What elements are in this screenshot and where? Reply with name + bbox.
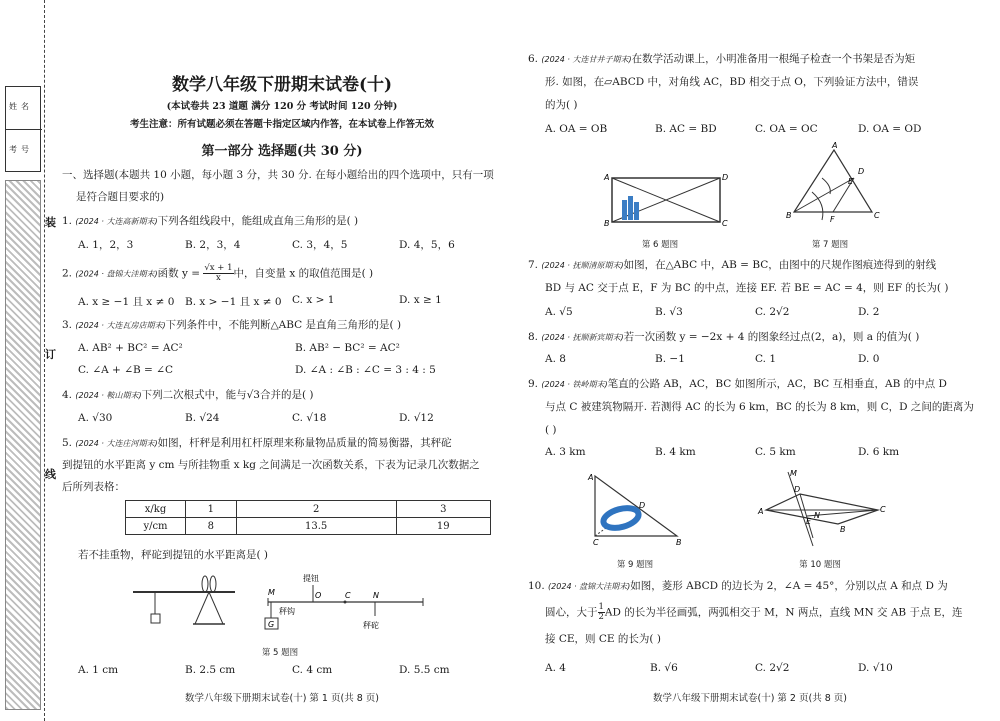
- svg-text:A: A: [832, 141, 838, 150]
- hook-label: 秤钩: [279, 607, 295, 616]
- svg-text:C: C: [593, 538, 599, 547]
- q8-stem: 若一次函数 y = −2x + 4 的图象经过点(2，a)，则 a 的值为( ): [623, 331, 920, 343]
- point-G-label: G: [268, 620, 275, 629]
- binding-mark-xian: 线: [45, 468, 56, 481]
- point-N-label: N: [373, 591, 379, 600]
- binding-mark-zhuang: 装: [45, 216, 56, 229]
- q10-source: (2024 · 盘锦大洼期末): [548, 582, 631, 591]
- table-cell: 19: [396, 518, 490, 535]
- q10-figure-caption: 第 10 题图: [799, 560, 841, 570]
- svg-text:D: D: [794, 485, 801, 494]
- binding-mark-ding: 订: [45, 348, 56, 361]
- q4-option-c[interactable]: C. √18: [292, 412, 327, 424]
- q10-line2b: AD 的长为半径画弧，两弧相交于 M，N 两点，直线 MN 交 AB 于点 E，连: [604, 606, 963, 619]
- question-6: [528, 52, 915, 67]
- section-intro-line1: 一、选择题(本题共 10 小题，每小题 3 分，共 30 分. 在每小题给出的四个选项中，只有一项: [62, 169, 494, 181]
- q7-line1: 如图，在△ABC 中，AB = BC，由图中的尺规作图痕迹得到的射线: [623, 259, 937, 271]
- svg-text:A: A: [758, 507, 764, 516]
- q3-option-c[interactable]: C. ∠A + ∠B = ∠C: [78, 364, 174, 376]
- binding-strip: [0, 0, 46, 721]
- svg-text:E: E: [848, 177, 854, 186]
- q10-frac-numerator: 1: [598, 602, 604, 612]
- exam-number-label: 考号: [9, 145, 33, 154]
- question-4: [62, 388, 314, 403]
- exam-number-cell: [6, 130, 42, 173]
- part-heading: 第一部分 选择题(共 30 分): [201, 144, 363, 159]
- q8-option-c[interactable]: C. 1: [755, 353, 777, 365]
- q10-line2: [545, 603, 962, 622]
- q7-option-a[interactable]: A. √5: [545, 306, 573, 318]
- question-10: [528, 579, 948, 594]
- q9-line3: ( ): [545, 424, 557, 436]
- q9-option-c[interactable]: C. 5 km: [755, 446, 796, 458]
- q5-ask: 若不挂重物，秤砣到提钮的水平距离是( ): [78, 549, 269, 561]
- q10-option-b[interactable]: B. √6: [650, 662, 678, 674]
- q4-num: 4.: [62, 389, 73, 401]
- q8-option-d[interactable]: D. 0: [858, 353, 880, 365]
- q2-num: 2.: [62, 267, 73, 280]
- svg-text:N: N: [814, 511, 820, 520]
- question-7: [528, 258, 936, 273]
- question-3: [62, 318, 401, 333]
- svg-text:D: D: [858, 167, 865, 176]
- svg-text:M: M: [790, 469, 797, 478]
- q5-option-c[interactable]: C. 4 cm: [292, 664, 333, 676]
- table-cell: 2: [236, 501, 396, 518]
- q6-option-b[interactable]: B. AC = BD: [655, 123, 717, 135]
- exam-notice: 考生注意：所有试题必须在答题卡指定区域内作答，在本试卷上作答无效: [129, 119, 434, 130]
- q2-stem-a: 函数 y =: [157, 267, 204, 280]
- q2-option-d[interactable]: D. x ≥ 1: [399, 294, 442, 306]
- q6-num: 6.: [528, 53, 539, 65]
- steelyard-handle-label: 提钮: [303, 574, 319, 583]
- q2-option-b[interactable]: B. x > −1 且 x ≠ 0: [185, 296, 282, 308]
- table-row: [126, 501, 491, 518]
- q10-option-a[interactable]: A. 4: [545, 662, 566, 674]
- q7-option-d[interactable]: D. 2: [858, 306, 880, 318]
- q8-source: (2024 · 抚顺新宾期末): [541, 333, 624, 342]
- q4-option-b[interactable]: B. √24: [185, 412, 220, 424]
- q7-figure-caption: 第 7 题图: [811, 240, 849, 250]
- q5-line3: 后所列表格：: [62, 481, 125, 493]
- name-label: 姓名: [9, 102, 33, 111]
- q9-option-b[interactable]: B. 4 km: [655, 446, 696, 458]
- q8-num: 8.: [528, 331, 539, 343]
- table-cell: 3: [396, 501, 490, 518]
- q9-num: 9.: [528, 378, 539, 390]
- section-intro-line2: 是符合题目要求的): [76, 191, 165, 203]
- q6-figure: [600, 170, 730, 232]
- q2-source: (2024 · 盘锦大洼期末): [75, 269, 158, 279]
- name-cell: [6, 87, 42, 130]
- table-cell: 1: [186, 501, 237, 518]
- counterweight-label: 秤砣: [363, 621, 379, 630]
- q3-stem: 下列条件中，不能判断△ABC 是直角三角形的是( ): [165, 319, 402, 331]
- svg-text:D: D: [639, 501, 646, 510]
- question-2: [62, 264, 373, 283]
- q4-stem: 下列二次根式中，能与√3合并的是( ): [141, 389, 314, 401]
- svg-text:E: E: [806, 517, 812, 526]
- table-cell: 13.5: [236, 518, 396, 535]
- q7-line2: BD 与 AC 交于点 E，F 为 BC 的中点，连接 EF. 若 BE = AC = 4，则 EF 的长为( ): [545, 282, 949, 294]
- q3-num: 3.: [62, 319, 73, 331]
- q3-option-a[interactable]: A. AB² + BC² = AC²: [78, 342, 183, 354]
- q6-line2: 形. 如图，在▱ABCD 中，对角线 AC，BD 相交于点 O，下列验证方法中，错误: [545, 76, 919, 88]
- q7-option-c[interactable]: C. 2√2: [755, 306, 790, 318]
- q6-source: (2024 · 大连甘井子期末): [541, 55, 632, 64]
- question-8: [528, 330, 919, 345]
- svg-text:A: A: [604, 173, 610, 182]
- q9-figure-caption: 第 9 题图: [616, 560, 654, 570]
- q5-line1: 如图，杆秤是利用杠杆原理来称量物品质量的简易衡器，其秤砣: [157, 437, 452, 449]
- q8-option-a[interactable]: A. 8: [545, 353, 566, 365]
- q3-option-b[interactable]: B. AB² − BC² = AC²: [295, 342, 400, 354]
- svg-text:C: C: [722, 219, 728, 228]
- q7-source: (2024 · 抚顺清原期末): [541, 261, 624, 270]
- q10-line2a: 圆心，大于: [545, 606, 598, 619]
- q6-option-c[interactable]: C. OA = OC: [755, 123, 818, 135]
- q1-num: 1.: [62, 215, 73, 227]
- q5-source: (2024 · 大连庄河期末): [75, 439, 158, 448]
- footer-right: 数学八年级下册期末试卷(十) 第 2 页(共 8 页): [652, 693, 847, 704]
- footer-left: 数学八年级下册期末试卷(十) 第 1 页(共 8 页): [184, 693, 379, 704]
- q7-figure: [782, 142, 882, 232]
- svg-text:B: B: [840, 525, 846, 534]
- svg-text:D: D: [722, 173, 729, 182]
- svg-text:A: A: [588, 473, 594, 482]
- balance-scale-image: [133, 576, 235, 624]
- q6-line3: 的为( ): [545, 99, 578, 111]
- q6-option-a[interactable]: A. OA = OB: [545, 123, 608, 135]
- binding-hatch-pattern: [5, 180, 41, 710]
- q1-option-a[interactable]: A. 1，2，3: [78, 239, 134, 251]
- q10-line3: 接 CE，则 CE 的长为( ): [545, 633, 661, 645]
- q10-option-c[interactable]: C. 2√2: [755, 662, 790, 674]
- page-title: 数学八年级下册期末试卷(十): [171, 75, 393, 95]
- point-C-label: C: [345, 591, 351, 600]
- q10-figure: [758, 466, 886, 554]
- point-O-label: O: [315, 591, 322, 600]
- q5-data-table: [125, 500, 491, 535]
- q5-num: 5.: [62, 437, 73, 449]
- q3-option-d[interactable]: D. ∠A : ∠B : ∠C = 3 : 4 : 5: [295, 364, 436, 376]
- q3-source: (2024 · 大连瓦房店期末): [75, 321, 166, 330]
- q2-option-a[interactable]: A. x ≥ −1 且 x ≠ 0: [78, 296, 175, 308]
- q10-option-d[interactable]: D. √10: [858, 662, 893, 674]
- q1-option-c[interactable]: C. 3，4，5: [292, 239, 348, 251]
- q10-line1: 如图，菱形 ABCD 的边长为 2，∠A = 45°，分别以点 A 和点 D 为: [630, 580, 948, 592]
- svg-text:C: C: [880, 505, 886, 514]
- q9-source: (2024 · 铁岭期末): [541, 380, 608, 389]
- svg-text:F: F: [830, 215, 835, 224]
- svg-text:C: C: [874, 211, 880, 220]
- q5-line2: 到提钮的水平距离 y cm 与所挂物重 x kg 之间满足一次函数关系，下表为记录几次数据之: [62, 459, 480, 471]
- svg-text:B: B: [604, 219, 610, 228]
- q5-figure-caption: 第 5 题图: [261, 648, 299, 658]
- q6-line1: 在数学活动课上，小明准备用一根绳子检查一个书架是否为矩: [631, 53, 916, 65]
- student-info-box: [5, 86, 41, 172]
- q10-frac-denominator: 2: [598, 612, 604, 622]
- q9-figure: [585, 470, 690, 546]
- q10-num: 10.: [528, 580, 545, 592]
- steelyard-diagram: [265, 573, 423, 630]
- q5-option-a[interactable]: A. 1 cm: [78, 664, 119, 676]
- q8-option-b[interactable]: B. −1: [655, 353, 685, 365]
- q9-line1: 笔直的公路 AB，AC，BC 如图所示，AC，BC 互相垂直，AB 的中点 D: [607, 378, 947, 390]
- question-5: [62, 436, 452, 451]
- q5-option-d[interactable]: D. 5.5 cm: [399, 664, 450, 676]
- svg-text:B: B: [676, 538, 682, 547]
- table-cell: y/cm: [126, 518, 186, 535]
- q1-option-b[interactable]: B. 2，3，4: [185, 239, 241, 251]
- question-1: [62, 214, 358, 229]
- q2-stem-b: 中，自变量 x 的取值范围是( ): [233, 267, 374, 280]
- question-9: [528, 377, 947, 392]
- exam-info: (本试卷共 23 道题 满分 120 分 考试时间 120 分钟): [166, 101, 398, 112]
- q4-option-a[interactable]: A. √30: [78, 412, 113, 424]
- q4-source: (2024 · 鞍山期末): [75, 391, 142, 400]
- q2-frac-denominator: x: [216, 273, 221, 283]
- q2-fraction: [203, 264, 233, 283]
- q6-figure-caption: 第 6 题图: [641, 240, 679, 250]
- q4-option-d[interactable]: D. √12: [399, 412, 434, 424]
- table-cell: 8: [186, 518, 237, 535]
- q2-option-c[interactable]: C. x > 1: [292, 294, 335, 306]
- q5-option-b[interactable]: B. 2.5 cm: [185, 664, 236, 676]
- q9-line2: 与点 C 被建筑物隔开. 若测得 AC 的长为 6 km，BC 的长为 8 km，则 C，D 之间的距离为: [545, 401, 974, 413]
- q1-source: (2024 · 大连高新期末): [75, 217, 158, 226]
- point-M-label: M: [268, 588, 275, 597]
- q6-option-d[interactable]: D. OA = OD: [858, 123, 922, 135]
- q10-fraction: [598, 603, 605, 622]
- q7-num: 7.: [528, 259, 539, 271]
- svg-text:B: B: [786, 211, 792, 220]
- q9-option-a[interactable]: A. 3 km: [545, 446, 586, 458]
- q1-stem: 下列各组线段中，能组成直角三角形的是( ): [157, 215, 359, 227]
- table-cell: x/kg: [126, 501, 186, 518]
- q9-option-d[interactable]: D. 6 km: [858, 446, 900, 458]
- table-row: [126, 518, 491, 535]
- q2-frac-numerator: √x + 1: [204, 263, 233, 273]
- q1-option-d[interactable]: D. 4，5，6: [399, 239, 455, 251]
- q7-option-b[interactable]: B. √3: [655, 306, 683, 318]
- q5-figure: [125, 570, 495, 638]
